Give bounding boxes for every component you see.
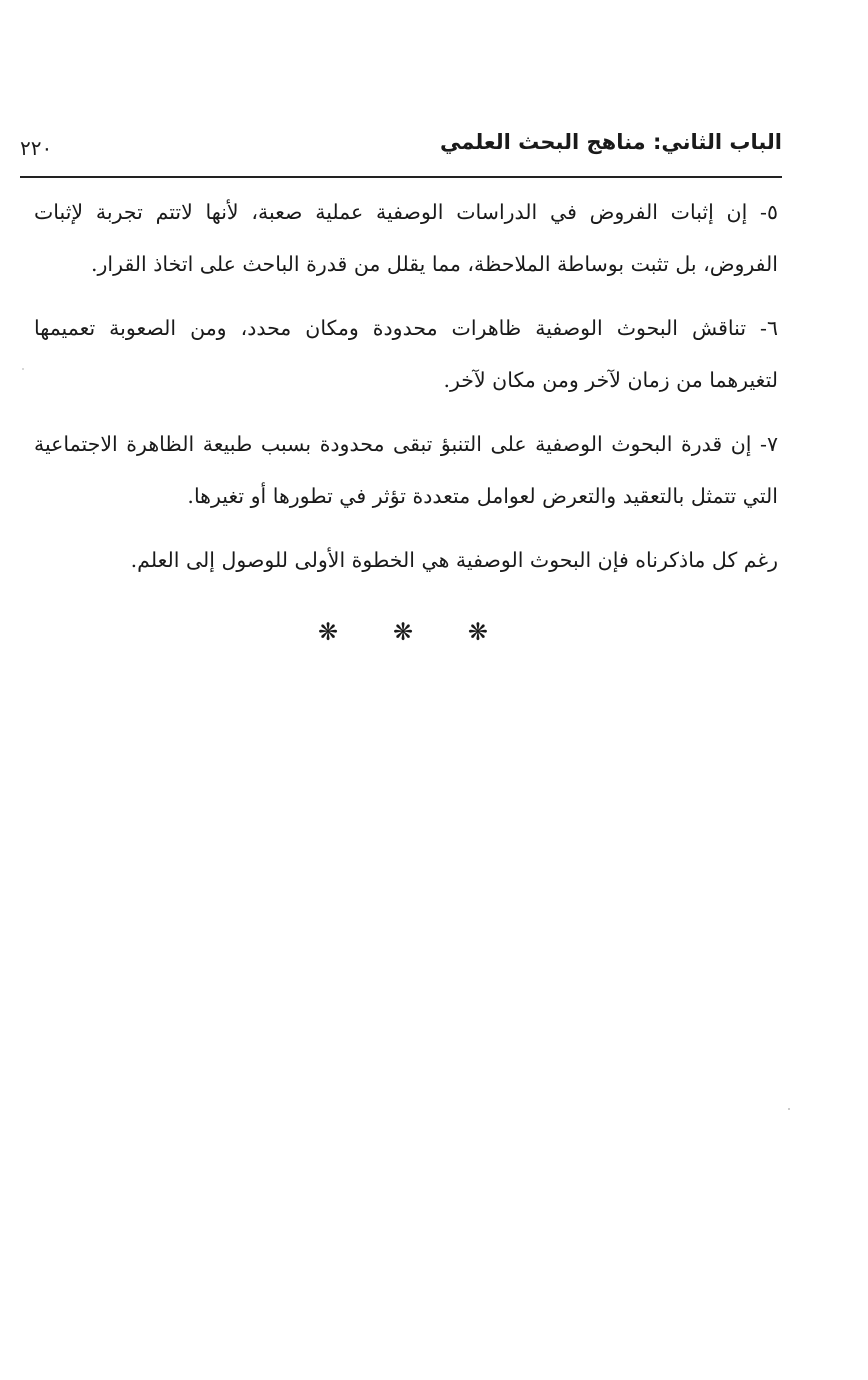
asterisk-icon: ❋ (392, 618, 414, 646)
scan-speck (22, 368, 24, 370)
paragraph-conclusion: رغم كل ماذكرناه فإن البحوث الوصفية هي الخطوة الأولى للوصول إلى العلم. (130, 548, 778, 572)
page-body (34, 186, 778, 598)
page-number: ٢٢٠ (20, 136, 53, 160)
paragraph-item-7: ٧- إن قدرة البحوث الوصفية على التنبؤ تبقى محدودة بسبب طبيعة الظاهرة الاجتماعية التي تتمثل بالتعقيد والتعرض لعوامل متعددة تؤثر في تطورها أو تغيرها. (34, 432, 778, 508)
paragraph-item-5: ٥- إن إثبات الفروض في الدراسات الوصفية عملية صعبة، لأنها لاتتم تجربة لإثبات الفروض، بل تثبت بوساطة الملاحظة، مما يقلل من قدرة الباحث على اتخاذ القرار. (34, 200, 778, 276)
scan-speck (788, 1108, 790, 1110)
section-separator (318, 618, 488, 648)
page-header (20, 126, 782, 178)
paragraph-item-6: ٦- تناقش البحوث الوصفية ظاهرات محدودة ومكان محدد، ومن الصعوبة تعميمها لتغيرهما من زمان لآخر ومن مكان لآخر. (34, 316, 778, 392)
asterisk-icon: ❋ (467, 618, 488, 646)
asterisk-icon: ❋ (318, 618, 339, 646)
header-divider (20, 176, 782, 178)
chapter-title: الباب الثاني: مناهج البحث العلمي (440, 130, 782, 154)
